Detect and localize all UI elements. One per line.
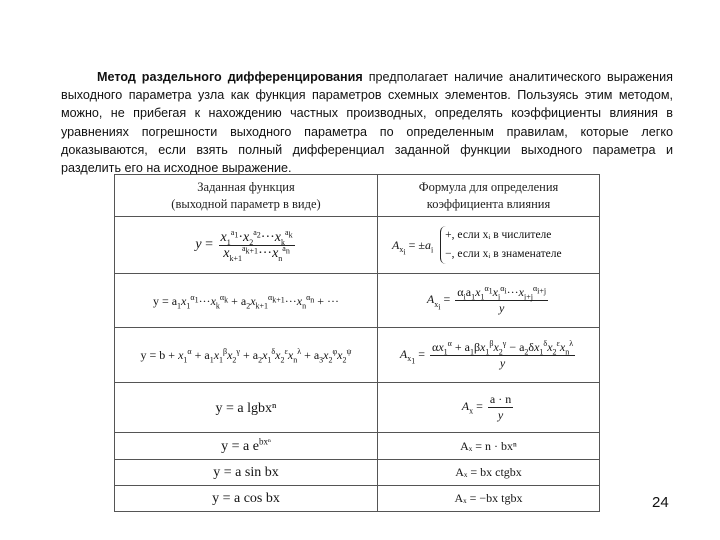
intro-paragraph — [61, 68, 673, 177]
table-row — [115, 433, 600, 459]
table-row — [115, 217, 600, 274]
method-name: Метод раздельного дифференцирования — [97, 70, 363, 84]
influence-sum-of-products: $A_{x_i}$ = $\frac{\alpha_ia_1x_1^{\alpha_1}x_i^{\alpha_i}\cdot\cdot\cdot x_{i+j}^{\alpha_{i+j}}}{y}$ — [378, 273, 600, 327]
header-given-function: Заданная функция (выходной параметр в виде) — [115, 175, 378, 217]
table-header-row — [115, 175, 600, 217]
formula-table — [114, 174, 600, 512]
influence-product-quotient: $A_{x_i} = \pm a_i$ +, если xᵢ в числителе −, если xᵢ в знаменателе — [378, 217, 600, 274]
influence-cosine: Aₓ = −bx tgbx — [378, 485, 600, 511]
page-number: 24 — [652, 494, 669, 511]
table-row — [115, 328, 600, 382]
table-row — [115, 459, 600, 485]
influence-exponential: Aₓ = n · bxⁿ — [378, 433, 600, 459]
influence-sine: Aₓ = bx ctgbx — [378, 459, 600, 485]
table-row — [115, 485, 600, 511]
table-row — [115, 382, 600, 432]
header-influence-formula: Формула для определения коэффициента влияния — [378, 175, 600, 217]
influence-polynomial: $A_{x_1}$ = $\frac{\alpha x_1^\alpha + a_1\beta x_1^\beta x_2^\gamma - a_2\delta x_1^\delta x_2^\varepsilon x_n^\lambda}{y}$ — [378, 328, 600, 382]
formula-polynomial: $y = b + x_1^\alpha + a_1x_1^\beta x_2^\gamma + a_2x_1^\delta x_2^\varepsilon x_n^\lambda + a_3x_2^\varphi x_2^\psi$ — [115, 328, 378, 382]
formula-product-quotient: y = $\frac{x_1^{a_1}\cdot x_2^{a_2}\cdot\cdot\cdot x_k^{a_k}}{x_{k+1}^{a_{k+1}}\cdot\cdot\cdot x_n^{a_n}}$ — [115, 217, 378, 274]
formula-sine: y = a sin bx — [115, 459, 378, 485]
paragraph-body: предполагает наличие аналитического выражения выходного параметра узла как функция параметров схемных элементов. Пользуясь этим методом, можно, не прибегая к нахождению частных производных, определять коэффициенты влияния в уравнениях погрешности выходного параметра по определенным правилам, которые легко доказываются, если взять полный дифференциал заданной функции выходного параметра и разделить его на исходное выражение. — [61, 70, 673, 176]
formula-cosine: y = a cos bx — [115, 485, 378, 511]
formula-sum-of-products: $y = a_1x_1^{\alpha_1}\cdot\cdot\cdot x_k^{\alpha_k} + a_2x_{k+1}^{\alpha_{k+1}}\cdot\cdot\cdot x_n^{\alpha_n}$ + ··· — [115, 273, 378, 327]
formula-log: y = a lgbxⁿ — [115, 382, 378, 432]
table-row — [115, 273, 600, 327]
formula-exponential: y = a $e^{bx^n}$ — [115, 433, 378, 459]
influence-log: $A_x$ = $\frac{a \cdot n}{y}$ — [378, 382, 600, 432]
